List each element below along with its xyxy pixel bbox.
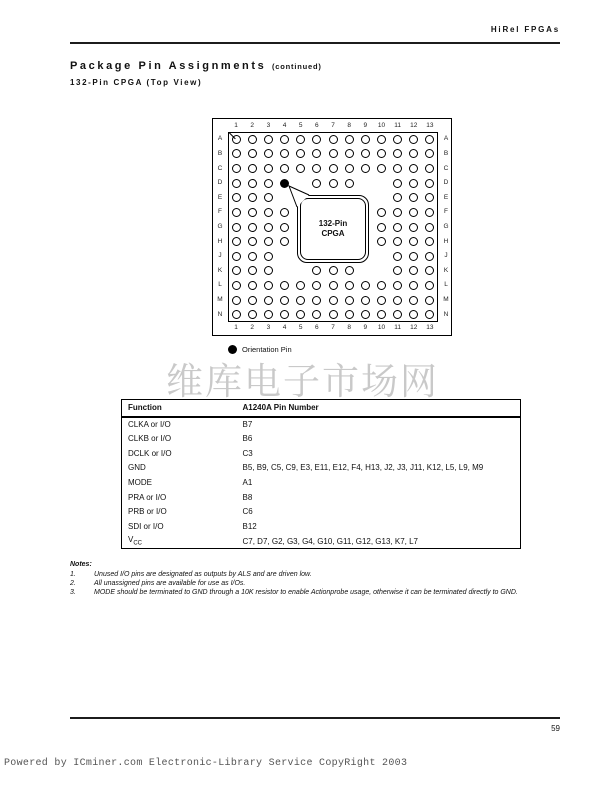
cell-pin-numbers: B6 xyxy=(242,434,253,444)
column-header-function: Function xyxy=(122,400,237,417)
page-number: 59 xyxy=(551,724,560,733)
notes-section xyxy=(70,561,562,598)
table-row xyxy=(122,475,521,490)
cell-function: GND xyxy=(128,463,146,473)
row-label-right-B: B xyxy=(443,149,449,157)
row-label-right-H: H xyxy=(443,237,449,245)
row-label-left-J: J xyxy=(218,252,222,260)
column-label-top-12: 12 xyxy=(410,122,418,129)
cell-function: CLKB or I/O xyxy=(128,434,172,444)
section-subtitle: 132-Pin CPGA (Top View) xyxy=(70,78,203,87)
column-header-pin-number: A1240A Pin Number xyxy=(237,400,521,417)
row-label-left-N: N xyxy=(217,310,223,318)
row-label-left-D: D xyxy=(217,179,223,187)
cell-pin-numbers: B12 xyxy=(242,522,257,532)
library-service-line: Powered by ICminer.com Electronic-Library Service CopyRight 2003 xyxy=(4,758,408,769)
row-label-left-E: E xyxy=(217,193,223,201)
table-row xyxy=(122,534,521,549)
column-label-top-6: 6 xyxy=(315,122,319,129)
column-label-top-3: 3 xyxy=(266,122,271,129)
note-text: Unused I/O pins are designated as outputs by ALS and are driven low. xyxy=(94,571,312,578)
column-label-top-5: 5 xyxy=(298,122,303,129)
column-label-top-13: 13 xyxy=(426,122,434,129)
row-label-right-K: K xyxy=(443,266,449,274)
row-label-left-K: K xyxy=(217,266,223,274)
cell-function: PRB or I/O xyxy=(128,507,167,517)
page-title-text: Package Pin Assignments xyxy=(70,60,267,72)
note-item xyxy=(70,579,562,588)
cell-function: $V_{CC}$ xyxy=(128,535,143,547)
orientation-pin-label: Orientation Pin xyxy=(242,345,292,354)
pin-assignment-table xyxy=(121,399,521,549)
cell-function: CLKA or I/O xyxy=(128,419,171,429)
header-rule xyxy=(70,42,560,44)
orientation-pin-legend xyxy=(228,345,292,354)
column-label-bottom-9: 9 xyxy=(363,324,368,331)
cell-pin-numbers: C7, D7, G2, G3, G4, G10, G11, G12, G13, K7, L7 xyxy=(242,536,418,546)
orientation-pin-icon xyxy=(228,345,237,354)
column-label-top-4: 4 xyxy=(282,122,287,129)
table-row xyxy=(122,505,521,520)
row-label-right-E: E xyxy=(443,193,449,201)
note-number: 2. xyxy=(70,580,76,588)
cell-function: DCLK or I/O xyxy=(128,448,172,458)
row-label-right-M: M xyxy=(443,296,449,304)
cell-pin-numbers: B8 xyxy=(242,492,253,502)
column-label-top-9: 9 xyxy=(363,122,368,129)
row-label-left-G: G xyxy=(217,223,223,230)
note-number: 3. xyxy=(70,589,76,597)
cell-pin-numbers: C6 xyxy=(242,507,253,517)
row-label-right-F: F xyxy=(444,208,448,216)
cell-pin-numbers: B5, B9, C5, C9, E3, E11, E12, F4, H13, J2, J3, J11, K12, L5, L9, M9 xyxy=(242,463,484,473)
row-label-left-C: C xyxy=(217,164,223,172)
notes-heading: Notes: xyxy=(70,561,92,568)
cell-pin-numbers: C3 xyxy=(242,448,253,458)
cell-pin-numbers: B7 xyxy=(242,419,253,429)
page-title xyxy=(70,60,322,72)
column-label-top-7: 7 xyxy=(331,122,335,129)
table-header-row xyxy=(122,400,521,417)
row-label-right-A: A xyxy=(443,135,449,143)
table-row xyxy=(122,461,521,476)
row-label-right-J: J xyxy=(444,252,448,260)
column-label-bottom-10: 10 xyxy=(377,324,386,331)
row-label-right-C: C xyxy=(443,164,449,172)
doc-title: HiRel FPGAs xyxy=(490,25,560,34)
table-row xyxy=(122,490,521,505)
page-title-continued: (continued) xyxy=(272,62,322,71)
footer-rule xyxy=(70,717,560,719)
row-label-left-M: M xyxy=(217,296,223,304)
column-label-top-10: 10 xyxy=(377,122,386,129)
row-label-right-L: L xyxy=(444,281,448,289)
column-label-bottom-11: 11 xyxy=(394,324,401,331)
cell-function: PRA or I/O xyxy=(128,492,167,502)
note-text: All unassigned pins are available for use as I/Os. xyxy=(94,580,246,588)
row-label-left-L: L xyxy=(218,281,222,289)
table-row xyxy=(122,431,521,446)
column-label-bottom-8: 8 xyxy=(347,324,351,331)
cell-pin-numbers: A1 xyxy=(242,478,253,488)
column-label-top-11: 11 xyxy=(394,122,401,129)
note-number: 1. xyxy=(70,571,76,578)
note-item xyxy=(70,570,562,579)
row-label-right-D: D xyxy=(443,179,449,187)
note-text: MODE should be terminated to GND through a 10K resistor to enable Actionprobe usage, otherwise it can be terminated directly to GND. xyxy=(94,589,518,597)
orientation-pin xyxy=(280,179,289,188)
package-label-line1: 132-Pin xyxy=(318,219,348,228)
column-label-bottom-7: 7 xyxy=(331,324,335,331)
column-label-top-8: 8 xyxy=(347,122,351,129)
orientation-notch-icon xyxy=(213,119,453,337)
column-label-bottom-12: 12 xyxy=(410,324,418,331)
row-label-right-N: N xyxy=(443,310,449,318)
note-item xyxy=(70,588,562,597)
column-label-bottom-5: 5 xyxy=(298,324,303,331)
cell-function: SDI or I/O xyxy=(128,522,164,532)
column-label-bottom-4: 4 xyxy=(282,324,287,331)
column-label-bottom-13: 13 xyxy=(426,324,434,331)
table-row xyxy=(122,446,521,461)
cell-function: MODE xyxy=(128,478,152,488)
row-label-left-H: H xyxy=(217,237,223,245)
column-label-bottom-1: 1 xyxy=(234,324,238,331)
column-label-bottom-3: 3 xyxy=(266,324,271,331)
table-row xyxy=(122,519,521,534)
row-label-left-A: A xyxy=(217,135,223,143)
table-row xyxy=(122,417,521,432)
column-label-bottom-6: 6 xyxy=(315,324,319,331)
row-label-left-B: B xyxy=(217,149,223,157)
row-label-right-G: G xyxy=(443,223,449,230)
package-label-line2: CPGA xyxy=(321,229,345,238)
notes-list xyxy=(70,570,562,598)
watermark: 维库电子市场网 xyxy=(166,360,439,403)
pin-grid-diagram xyxy=(212,118,452,336)
column-label-top-1: 1 xyxy=(234,122,238,129)
row-label-left-F: F xyxy=(218,208,222,216)
column-label-bottom-2: 2 xyxy=(250,324,255,331)
column-label-top-2: 2 xyxy=(250,122,255,129)
